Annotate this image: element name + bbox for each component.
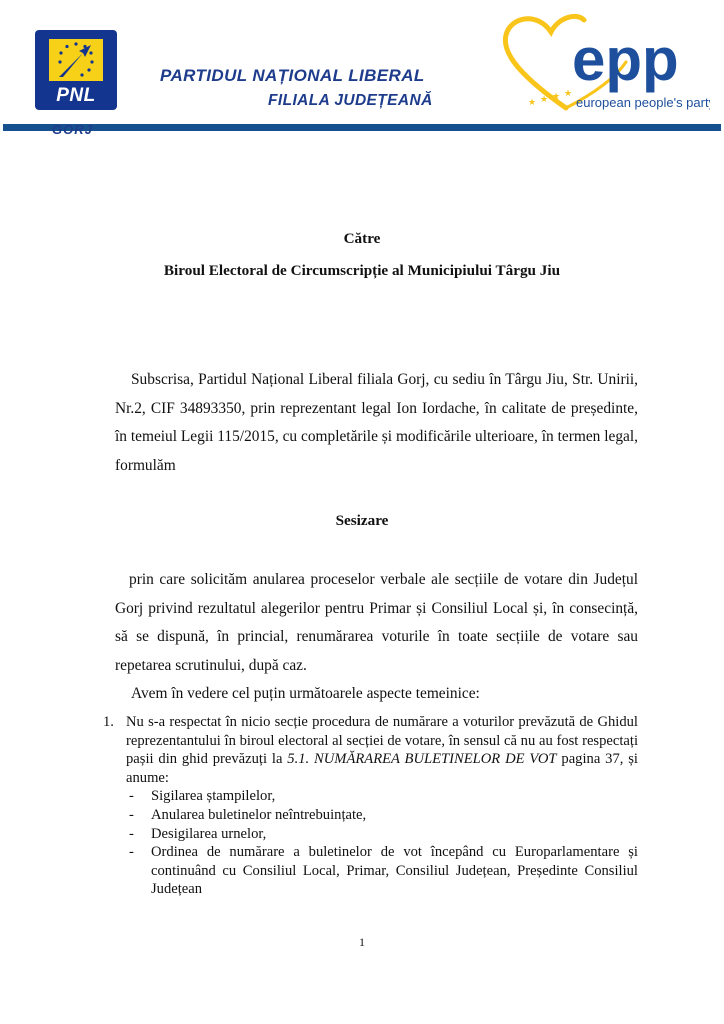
pnl-logo bbox=[35, 30, 117, 110]
party-name: PARTIDUL NAȚIONAL LIBERAL bbox=[160, 66, 425, 85]
list-item-text: Nu s-a respectat în nicio secție procedura de numărare a voturilor prevăzută de Ghidul reprezentantului în biroul electoral al secției de votare, în sensul că nu au fost respectați pașii din ghid prevăzuți la bbox=[126, 714, 638, 768]
document-heading: Sesizare bbox=[335, 512, 389, 529]
aspects-list bbox=[103, 713, 638, 899]
epp-tagline: european people's party bbox=[576, 95, 710, 110]
sub-item: - Anularea buletinelor neîntrebuințate, bbox=[129, 806, 367, 823]
request-paragraph-text: prin care solicităm anularea proceselor verbale ale secțiile de votare din Județul Gorj privind rezultatul alegerilor pentru Primar și Consiliul Local și, în consecință, să se dispună, în princial, renumărarea voturile în toate secțiile de votare sau repetarea scrutinului, după caz. bbox=[115, 571, 638, 674]
epp-logo-text: epp bbox=[572, 26, 679, 93]
svg-text:★: ★ bbox=[540, 95, 549, 105]
intro-paragraph-text: Subscrisa, Partidul Național Liberal filiala Gorj, cu sediu în Târgu Jiu, Str. Unirii, Nr.2, CIF 34893350, prin reprezentant legal Ion Iordache, în calitate de președinte, în temeiul Legii 115/2015, cu completările și modificările ulterioare, în termen legal, formulăm bbox=[115, 371, 638, 474]
epp-logo bbox=[496, 10, 710, 114]
aspects-intro bbox=[115, 680, 638, 709]
sub-item: - Ordinea de numărare a buletinelor de vot începând cu Europarlamentare și continuând cu Consiliul Local, Primar, Consiliul Județean, Președinte Consiliul Județean bbox=[129, 844, 638, 898]
sub-item: - Sigilarea ștampilelor, bbox=[129, 788, 276, 805]
list-item-guide-section: 5.1. NUMĂRAREA BULETINELOR DE VOT bbox=[287, 751, 557, 768]
addressee-to: Către bbox=[343, 230, 381, 247]
page-number: 1 bbox=[359, 935, 365, 949]
pnl-logo-text: PNL bbox=[56, 85, 96, 106]
pnl-emblem bbox=[49, 39, 103, 81]
intro-paragraph bbox=[115, 366, 638, 480]
county-label: GORJ bbox=[52, 122, 93, 137]
list-item-text-after: pagina 37, și anume: bbox=[126, 751, 638, 786]
list-item-number: 1. bbox=[103, 714, 114, 730]
header-rule bbox=[3, 124, 721, 131]
svg-text:★: ★ bbox=[564, 89, 573, 99]
list-item bbox=[103, 713, 638, 899]
request-paragraph bbox=[115, 566, 638, 680]
list-item-body bbox=[126, 713, 638, 899]
sub-item: - Desigilarea urnelor, bbox=[129, 825, 267, 842]
svg-text:★: ★ bbox=[528, 98, 537, 108]
addressee-office: Biroul Electoral de Circumscripție al Municipiului Târgu Jiu bbox=[163, 262, 561, 279]
pnl-arrow-icon bbox=[49, 39, 103, 81]
branch-line: FILIALA JUDEȚEANĂ bbox=[268, 92, 433, 109]
svg-text:★: ★ bbox=[552, 92, 561, 102]
aspects-intro-text: Avem în vedere cel puțin următoarele aspecte temeinice: bbox=[131, 685, 480, 702]
